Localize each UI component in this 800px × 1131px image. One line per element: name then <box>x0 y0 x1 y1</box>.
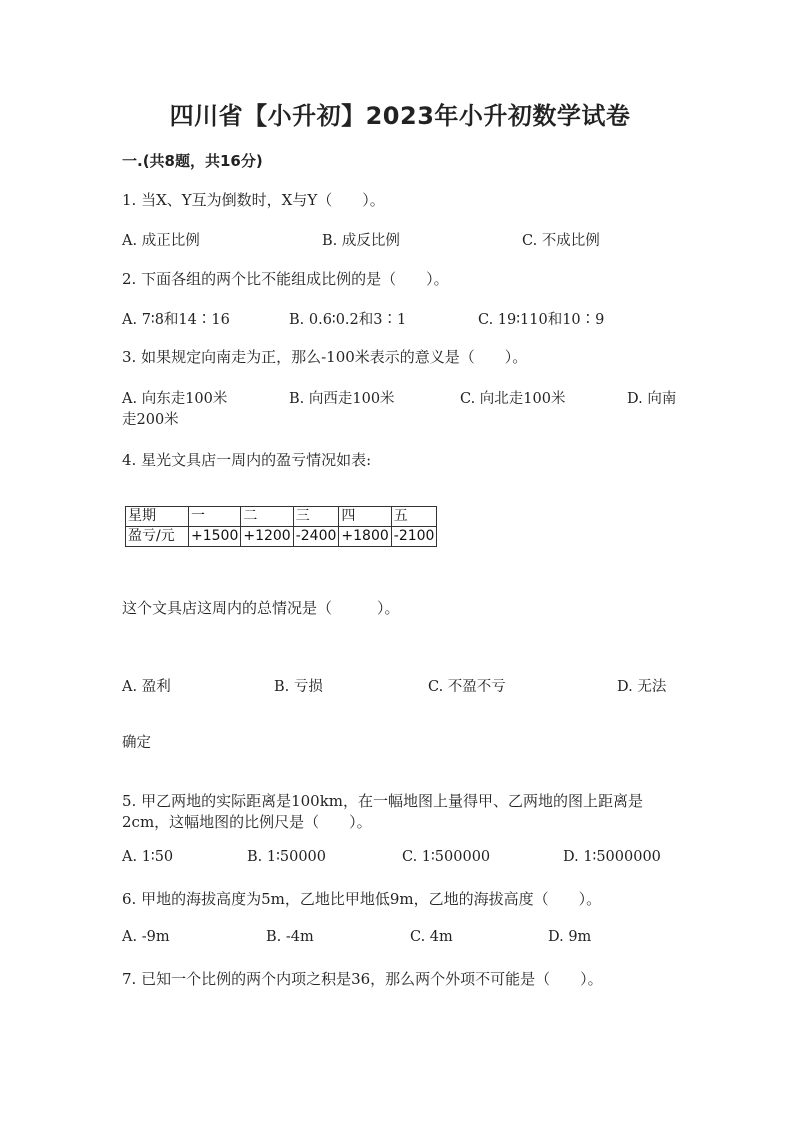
q6-option-b: B. -4m <box>266 929 314 945</box>
q6-option-a: A. -9m <box>122 929 170 945</box>
question-2: 2. 下面各组的两个比不能组成比例的是（ ）。 <box>122 270 449 288</box>
question-6: 6. 甲地的海拔高度为5m，乙地比甲地低9m，乙地的海拔高度（ ）。 <box>122 890 602 908</box>
q5-option-d: D. 1∶5000000 <box>563 849 661 865</box>
q3-option-c: C. 向北走100米 <box>460 391 566 407</box>
q3-option-d-wrap: 走200米 <box>122 412 179 428</box>
section-heading: 一.(共8题，共16分) <box>122 152 263 170</box>
table-cell: -2100 <box>391 527 437 547</box>
question-5-line-2: 2cm，这幅地图的比例尺是（ ）。 <box>122 813 372 831</box>
page-title: 四川省【小升初】2023年小升初数学试卷 <box>169 102 631 130</box>
q5-option-b: B. 1∶50000 <box>247 849 326 865</box>
q5-option-c: C. 1∶500000 <box>402 849 491 865</box>
question-5: 5. 甲乙两地的实际距离是100km，在一幅地图上量得甲、乙两地的图上距离是 <box>122 792 644 810</box>
q5-option-a: A. 1∶50 <box>122 849 174 865</box>
q4-option-c: C. 不盈不亏 <box>428 679 506 695</box>
q6-option-c: C. 4m <box>410 929 453 945</box>
question-4: 4. 星光文具店一周内的盈亏情况如表: <box>122 451 372 469</box>
q3-option-b: B. 向西走100米 <box>289 391 395 407</box>
q1-option-c: C. 不成比例 <box>522 233 600 249</box>
q2-option-c: C. 19∶110和10∶9 <box>478 312 605 328</box>
q2-option-b: B. 0.6∶0.2和3∶1 <box>289 312 407 328</box>
q3-option-d: D. 向南 <box>627 391 677 407</box>
table-cell: 二 <box>241 507 293 527</box>
table-cell: 盈亏/元 <box>126 527 189 547</box>
question-7: 7. 已知一个比例的两个内项之积是36，那么两个外项不可能是（ ）。 <box>122 970 603 988</box>
question-1: 1. 当X、Y互为倒数时，X与Y（ ）。 <box>122 191 385 209</box>
table-cell: +1200 <box>241 527 293 547</box>
profit-loss-table <box>125 506 437 547</box>
table-cell: 五 <box>391 507 437 527</box>
question-4-followup: 这个文具店这周内的总情况是（ ）。 <box>122 599 400 617</box>
q4-option-a: A. 盈利 <box>122 679 171 695</box>
q3-option-a: A. 向东走100米 <box>122 391 228 407</box>
table-header-row <box>126 507 437 527</box>
table-cell: -2400 <box>293 527 339 547</box>
q1-option-a: A. 成正比例 <box>122 233 200 249</box>
q1-option-b: B. 成反比例 <box>322 233 400 249</box>
q4-option-b: B. 亏损 <box>274 679 323 695</box>
table-cell: +1500 <box>189 527 241 547</box>
question-3: 3. 如果规定向南走为正，那么-100米表示的意义是（ ）。 <box>122 348 528 366</box>
q4-option-d: D. 无法 <box>617 679 667 695</box>
table-cell: +1800 <box>339 527 391 547</box>
table-cell: 四 <box>339 507 391 527</box>
table-row <box>126 527 437 547</box>
q4-option-d-wrap: 确定 <box>122 735 151 751</box>
table-cell: 三 <box>293 507 339 527</box>
q6-option-d: D. 9m <box>548 929 592 945</box>
q2-option-a: A. 7∶8和14∶16 <box>122 312 230 328</box>
table-cell: 星期 <box>126 507 189 527</box>
table-cell: 一 <box>189 507 241 527</box>
